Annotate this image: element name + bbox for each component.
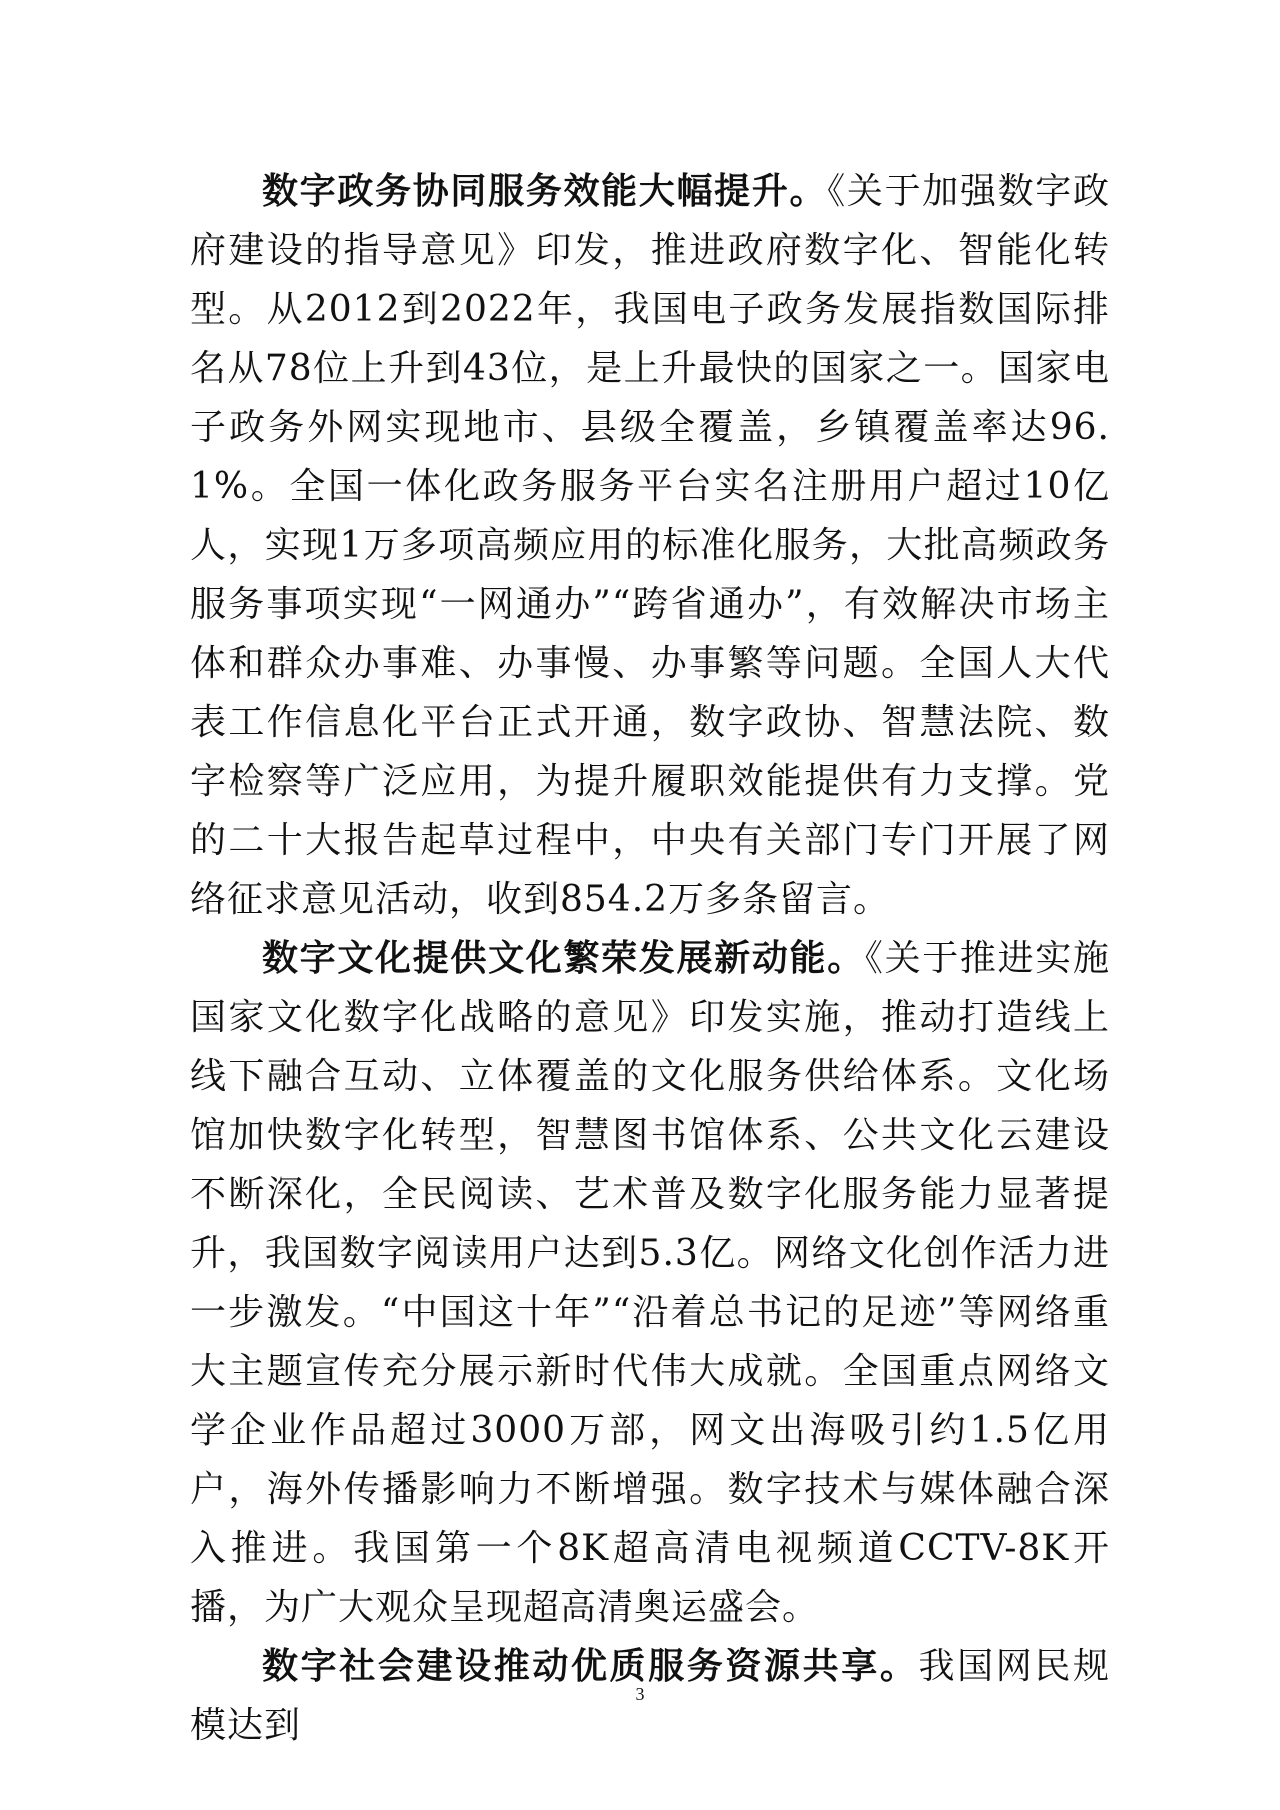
paragraph-lead: 数字社会建设推动优质服务资源共享。 (262, 1645, 919, 1687)
document-body (190, 162, 1110, 1755)
page-number: 3 (635, 1684, 645, 1704)
paragraph-lead: 数字文化提供文化繁荣发展新动能。 (262, 937, 865, 979)
paragraph-digital-culture (190, 929, 1110, 1637)
paragraph-text: 我国网民规模达到 (190, 1646, 1110, 1746)
paragraph-lead: 数字政务协同服务效能大幅提升。 (262, 170, 828, 212)
paragraph-text: 《关于推进实施国家文化数字化战略的意见》印发实施，推动打造线上线下融合互动、立体覆盖的文化服务供给体系。文化场馆加快数字化转型，智慧图书馆体系、公共文化云建设不断深化，全民阅读、艺术普及数字化服务能力显著提升，我国数字阅读用户达到5.3亿。网络文化创作活力进一步激发。“中国这十年”“沿着总书记的足迹”等网络重大主题宣传充分展示新时代伟大成就。全国重点网络文学企业作品超过3000万部，网文出海吸引约1.5亿用户，海外传播影响力不断增强。数字技术与媒体融合深入推进。我国第一个8K超高清电视频道CCTV-8K开播，为广大观众呈现超高清奥运盛会。 (190, 938, 1110, 1628)
paragraph-text: 《关于加强数字政府建设的指导意见》印发，推进政府数字化、智能化转型。从2012到2022年，我国电子政务发展指数国际排名从78位上升到43位，是上升最快的国家之一。国家电子政务外网实现地市、县级全覆盖，乡镇覆盖率达96.1%。全国一体化政务服务平台实名注册用户超过10亿人，实现1万多项高频应用的标准化服务，大批高频政务服务事项实现“一网通办”“跨省通办”，有效解决市场主体和群众办事难、办事慢、办事繁等问题。全国人大代表工作信息化平台正式开通，数字政协、智慧法院、数字检察等广泛应用，为提升履职效能提供有力支撑。党的二十大报告起草过程中，中央有关部门专门开展了网络征求意见活动，收到854.2万多条留言。 (190, 171, 1110, 920)
paragraph-digital-government (190, 162, 1110, 929)
